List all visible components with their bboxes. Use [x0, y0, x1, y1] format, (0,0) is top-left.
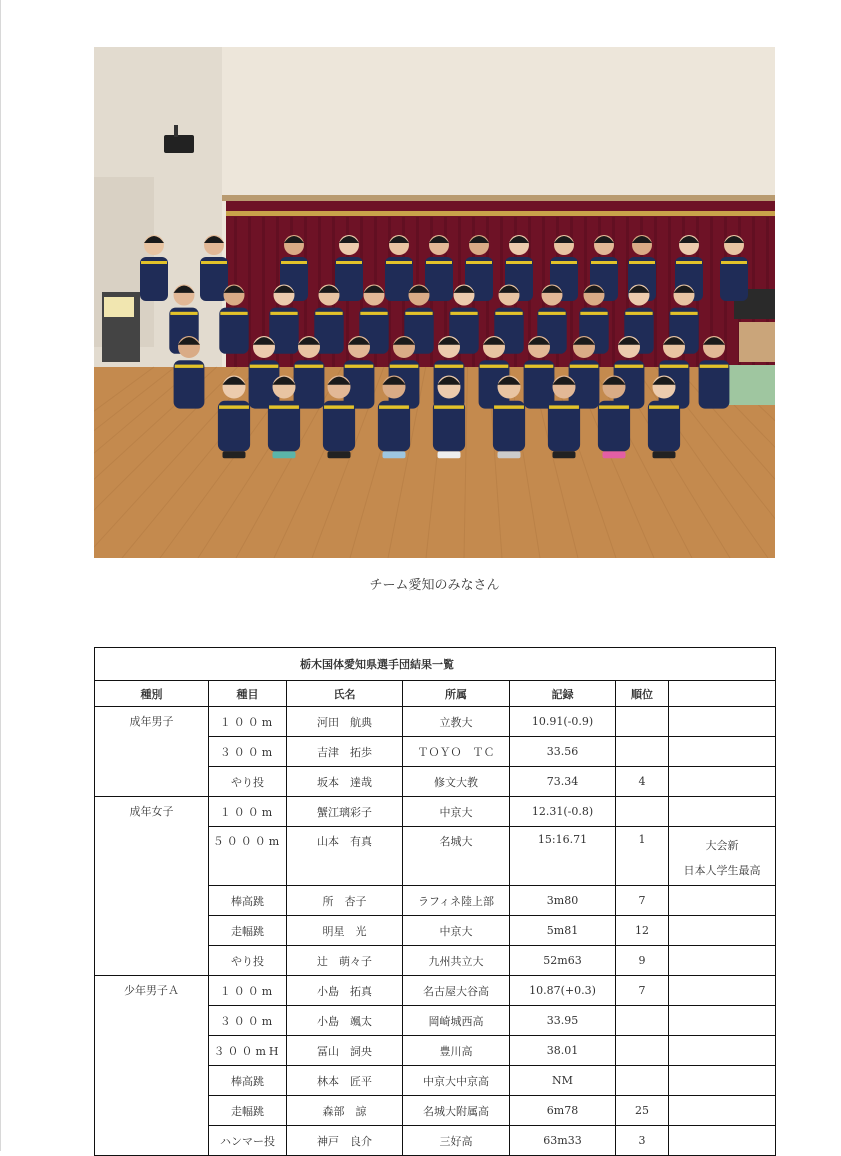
event-cell: ５０００m [209, 827, 287, 886]
table-title: 栃木国体愛知県選手団結果一覧 [95, 648, 776, 681]
event-cell: ３００m [209, 737, 287, 767]
team-member-figure [548, 376, 580, 459]
record-cell: 33.95 [510, 1006, 616, 1036]
page-left-edge [0, 0, 1, 1151]
note-cell [669, 946, 776, 976]
note-cell [669, 827, 776, 886]
rank-cell: 7 [616, 976, 669, 1006]
team-member-figure [479, 336, 510, 409]
affiliation-cell: 九州共立大 [403, 946, 510, 976]
rank-cell [616, 797, 669, 827]
record-cell: 10.91(-0.9) [510, 707, 616, 737]
note-cell [669, 797, 776, 827]
note-line-2: 日本人学生最高 [683, 864, 761, 877]
team-member-figure [493, 376, 525, 459]
rank-cell: 9 [616, 946, 669, 976]
note-cell [669, 916, 776, 946]
record-cell: 12.31(-0.8) [510, 797, 616, 827]
table-row [95, 797, 776, 827]
record-cell: 5m81 [510, 916, 616, 946]
note-cell [669, 737, 776, 767]
team-member-figure [323, 376, 355, 459]
team-member-figure [433, 376, 465, 459]
affiliation-cell: 名古屋大谷高 [403, 976, 510, 1006]
team-member-figure [648, 376, 680, 459]
record-cell: NM [510, 1066, 616, 1096]
note-cell [669, 1036, 776, 1066]
note-cell [669, 1006, 776, 1036]
rank-cell: 1 [616, 827, 669, 886]
event-cell: 棒高跳 [209, 1066, 287, 1096]
team-member-figure [720, 235, 748, 301]
event-cell: 走幅跳 [209, 1096, 287, 1126]
event-cell: 走幅跳 [209, 916, 287, 946]
event-cell: ３００mH [209, 1036, 287, 1066]
rank-cell: 12 [616, 916, 669, 946]
record-cell: 33.56 [510, 737, 616, 767]
header-event: 種目 [209, 681, 287, 707]
affiliation-cell: 中京大 [403, 797, 510, 827]
photo-caption: チーム愛知のみなさん [369, 578, 500, 593]
team-member-figure [598, 376, 630, 459]
rank-cell: 4 [616, 767, 669, 797]
note-cell [669, 886, 776, 916]
note-cell [669, 1126, 776, 1156]
team-member-figure [219, 285, 248, 354]
athlete-name-cell: 蟹江璃彩子 [287, 797, 403, 827]
event-cell: ハンマー投 [209, 1126, 287, 1156]
record-cell: 10.87(+0.3) [510, 976, 616, 1006]
team-member-figure [614, 336, 645, 409]
rank-cell: 25 [616, 1096, 669, 1126]
athlete-name-cell: 小島 拓真 [287, 976, 403, 1006]
note-cell [669, 707, 776, 737]
rank-cell: 7 [616, 886, 669, 916]
event-cell: ３００m [209, 1006, 287, 1036]
event-cell: 棒高跳 [209, 886, 287, 916]
record-cell: 3m80 [510, 886, 616, 916]
affiliation-cell: 名城大附属高 [403, 1096, 510, 1126]
athlete-name-cell: 山本 有真 [287, 827, 403, 886]
athlete-name-cell: 森部 諒 [287, 1096, 403, 1126]
team-member-figure [268, 376, 300, 459]
team-member-figure [344, 336, 375, 409]
event-cell: やり投 [209, 767, 287, 797]
affiliation-cell: 中京大中京高 [403, 1066, 510, 1096]
record-cell: 73.34 [510, 767, 616, 797]
athlete-name-cell: 所 杏子 [287, 886, 403, 916]
team-member-figure [378, 376, 410, 459]
note-cell [669, 1096, 776, 1126]
affiliation-cell: 立教大 [403, 707, 510, 737]
header-name: 氏名 [287, 681, 403, 707]
record-cell: 52m63 [510, 946, 616, 976]
rank-cell [616, 737, 669, 767]
header-note [669, 681, 776, 707]
table-header-row [95, 681, 776, 707]
record-cell: 6m78 [510, 1096, 616, 1126]
event-cell: １００m [209, 976, 287, 1006]
athlete-name-cell: 坂本 達哉 [287, 767, 403, 797]
event-cell: １００m [209, 797, 287, 827]
results-table [94, 647, 776, 1156]
team-member-figure [140, 235, 168, 301]
record-cell: 15:16.71 [510, 827, 616, 886]
athlete-name-cell: 吉津 拓歩 [287, 737, 403, 767]
affiliation-cell: 豊川高 [403, 1036, 510, 1066]
athlete-name-cell: 明星 光 [287, 916, 403, 946]
header-record: 記録 [510, 681, 616, 707]
note-cell [669, 767, 776, 797]
category-cell: 少年男子Ａ [95, 976, 209, 1156]
event-cell: １００m [209, 707, 287, 737]
record-cell: 38.01 [510, 1036, 616, 1066]
athlete-name-cell: 神戸 良介 [287, 1126, 403, 1156]
affiliation-cell: 中京大 [403, 916, 510, 946]
header-affiliation: 所属 [403, 681, 510, 707]
team-member-figure [218, 376, 250, 459]
affiliation-cell: 名城大 [403, 827, 510, 886]
team-member-figure [174, 336, 205, 409]
category-cell: 成年女子 [95, 797, 209, 976]
rank-cell: 3 [616, 1126, 669, 1156]
affiliation-cell: ラフィネ陸上部 [403, 886, 510, 916]
note-cell [669, 1066, 776, 1096]
athlete-name-cell: 小島 颯太 [287, 1006, 403, 1036]
team-member-figure [425, 235, 453, 301]
team-member-figure [699, 336, 730, 409]
affiliation-cell: 三好高 [403, 1126, 510, 1156]
affiliation-cell: 岡崎城西高 [403, 1006, 510, 1036]
team-member-figure [200, 235, 228, 301]
header-rank: 順位 [616, 681, 669, 707]
team-photo [94, 47, 775, 558]
event-cell: やり投 [209, 946, 287, 976]
athlete-name-cell: 辻 萌々子 [287, 946, 403, 976]
note-cell [669, 976, 776, 1006]
team-member-figure [335, 235, 363, 301]
team-member-figure [249, 336, 280, 409]
rank-cell [616, 707, 669, 737]
header-category: 種別 [95, 681, 209, 707]
athlete-name-cell: 河田 航典 [287, 707, 403, 737]
record-cell: 63m33 [510, 1126, 616, 1156]
rank-cell [616, 1006, 669, 1036]
team-member-figure [524, 336, 555, 409]
affiliation-cell: ＴＯＹＯ ＴＣ [403, 737, 510, 767]
rank-cell [616, 1036, 669, 1066]
category-cell: 成年男子 [95, 707, 209, 797]
table-row [95, 976, 776, 1006]
affiliation-cell: 修文大教 [403, 767, 510, 797]
athlete-name-cell: 冨山 詞央 [287, 1036, 403, 1066]
note-line-1: 大会新 [705, 839, 739, 852]
team-member-figure [385, 235, 413, 301]
team-member-figure [294, 336, 325, 409]
athlete-name-cell: 林本 匠平 [287, 1066, 403, 1096]
rank-cell [616, 1066, 669, 1096]
team-member-figure [569, 336, 600, 409]
table-row [95, 707, 776, 737]
